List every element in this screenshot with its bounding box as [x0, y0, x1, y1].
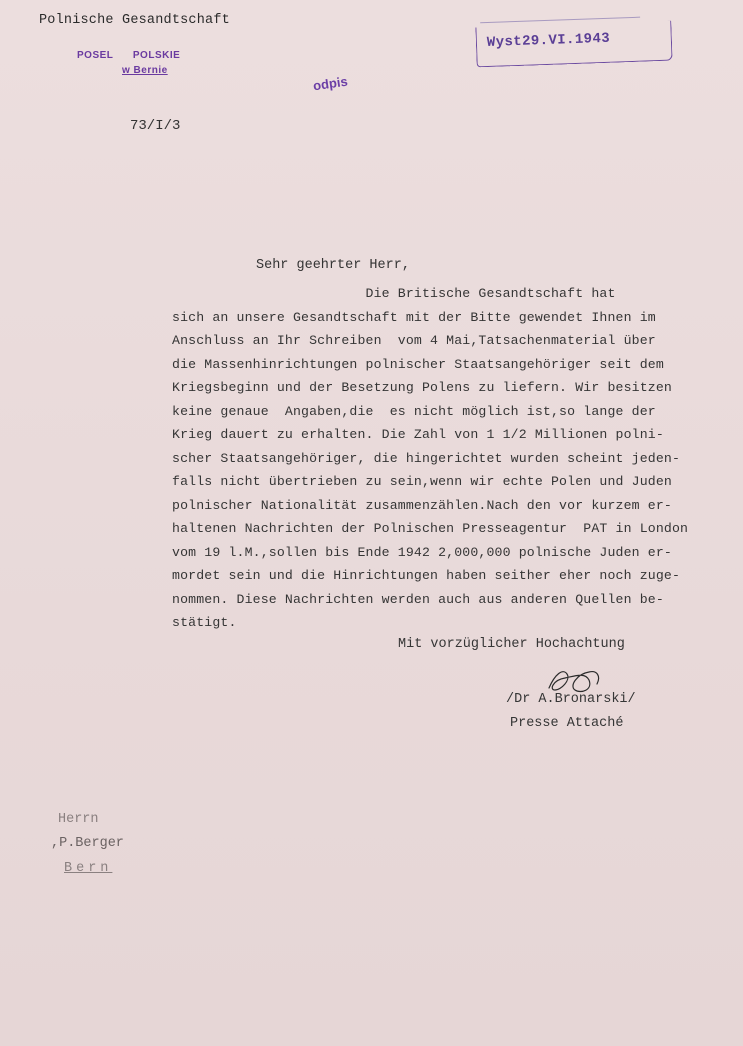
letter-body-line: keine genaue Angaben,die es nicht möglich ist,so lange der [172, 403, 656, 419]
letter-body-line: haltenen Nachrichten der Polnischen Presseagentur PAT in London [172, 521, 689, 536]
closing-phrase: Mit vorzüglicher Hochachtung [398, 637, 625, 652]
reference-number: 73/I/3 [130, 118, 181, 134]
legation-stamp-line2: w Bernie [122, 65, 168, 76]
signer-title: Presse Attaché [510, 716, 624, 731]
letter-body-line: die Massenhinrichtungen polnischer Staatsangehöriger seit dem [172, 356, 664, 372]
letter-body-line: stätigt. [172, 615, 237, 630]
letter-body-line: sich an unsere Gesandtschaft mit der Bitte gewendet Ihnen im [172, 309, 656, 325]
letter-body-line: Kriegsbeginn und der Besetzung Polens zu liefern. Wir besitzen [172, 380, 672, 395]
legation-stamp [77, 50, 180, 76]
copy-stamp: odpis [312, 73, 349, 94]
recipient-salutation: Herrn [58, 812, 99, 827]
letter-body-line: nommen. Diese Nachrichten werden auch aus anderen Quellen be- [172, 591, 664, 607]
letterhead-organization: Polnische Gesandtschaft [39, 13, 230, 28]
date-received-text: Wyst29.VI.1943 [486, 30, 611, 52]
letter-body-line: falls nicht übertrieben zu sein,wenn wir echte Polen und Juden [172, 474, 672, 489]
letter-body-line: Krieg dauert zu erhalten. Die Zahl von 1 1/2 Millionen polni- [172, 427, 664, 442]
letter-body-line: mordet sein und die Hinrichtungen haben seither eher noch zuge- [172, 568, 681, 583]
letter-body-line: vom 19 l.M.,sollen bis Ende 1942 2,000,000 polnische Juden er- [172, 544, 672, 560]
letter-body-line: Die Britische Gesandtschaft hat [172, 286, 616, 301]
letter-body-line: Anschluss an Ihr Schreiben vom 4 Mai,Tatsachenmaterial über [172, 333, 656, 348]
salutation: Sehr geehrter Herr, [256, 258, 410, 273]
recipient-city: Bern [64, 861, 113, 876]
letter-body-line: scher Staatsangehöriger, die hingerichtet wurden scheint jeden- [172, 450, 681, 466]
letter-body-line: polnischer Nationalität zusammenzählen.Nach den vor kurzem er- [172, 497, 672, 513]
legation-stamp-line1: POSEL POLSKIE [77, 50, 181, 61]
recipient-name: ,P.Berger [51, 836, 124, 851]
signer-name: /Dr A.Bronarski/ [506, 692, 636, 707]
letter-body [172, 282, 742, 635]
date-received-stamp [475, 21, 672, 68]
